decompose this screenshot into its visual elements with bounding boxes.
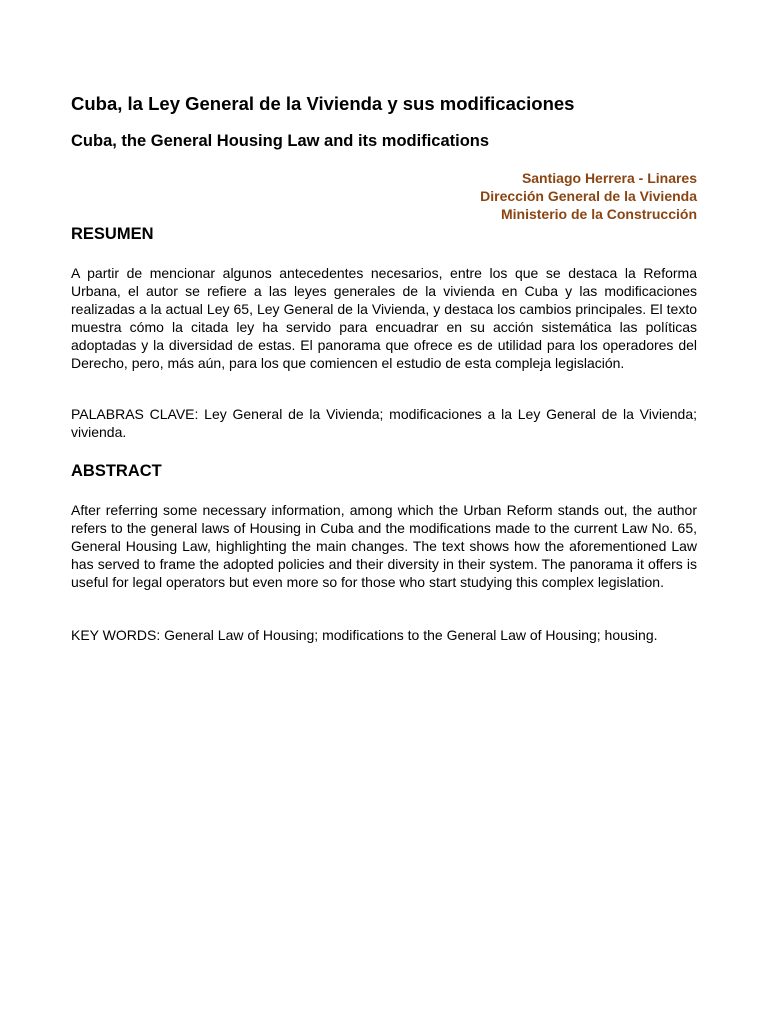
resumen-heading: RESUMEN [71,225,154,243]
title-spanish: Cuba, la Ley General de la Vivienda y sus modificaciones [71,93,575,114]
author-ministry: Ministerio de la Construcción [500,206,697,222]
author-affiliation [480,169,697,223]
key-words: KEY WORDS: General Law of Housing; modifications to the General Law of Housing; housing. [71,627,658,643]
abstract-heading: ABSTRACT [71,462,162,480]
author-name: Santiago Herrera - Linares [521,170,697,186]
author-department: Dirección General de la Vivienda [480,188,697,204]
resumen-body: A partir de mencionar algunos antecedentes necesarios, entre los que se destaca la Reforma Urbana, el autor se refiere a las leyes generales de la vivienda en Cuba y las modificaciones realizadas a la actual Ley 65, Ley General de la Vivienda, y destaca los cambios principales. El texto muestra cómo la citada ley ha servido para encuadrar en su acción sistemática las políticas adoptadas y la diversidad de estas. El panorama que ofrece es de utilidad para los operadores del Derecho, pero, más aún, para los que comiencen el estudio de esta compleja legislación. [71,265,697,371]
palabras-clave: PALABRAS CLAVE: Ley General de la Vivienda; modificaciones a la Ley General de la Vivienda; vivienda. [71,406,697,440]
title-english: Cuba, the General Housing Law and its modifications [71,132,490,150]
abstract-body: After referring some necessary information, among which the Urban Reform stands out, the author refers to the general laws of Housing in Cuba and the modifications made to the current Law No. 65, General Housing Law, highlighting the main changes. The text shows how the aforementioned Law has served to frame the adopted policies and their diversity in their system. The panorama it offers is useful for legal operators but even more so for those who start studying this complex legislation. [71,502,697,590]
